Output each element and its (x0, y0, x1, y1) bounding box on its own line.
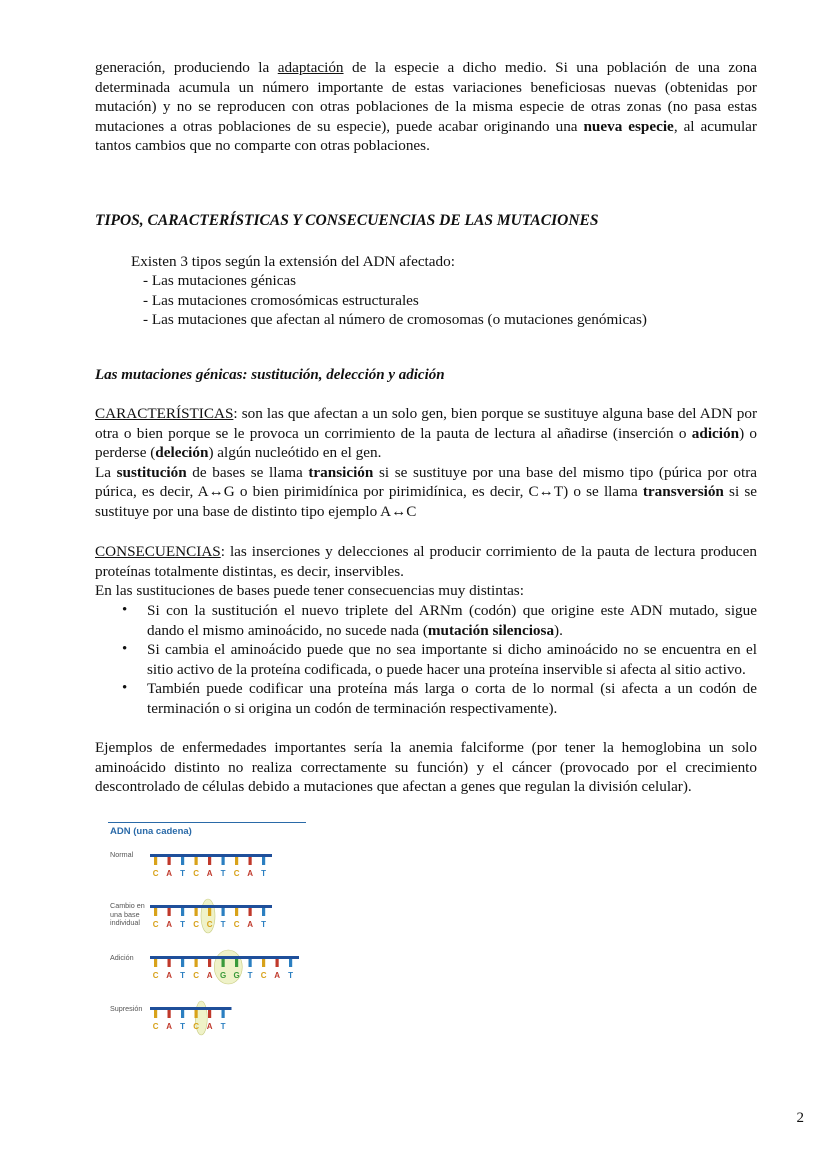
figure-title: ADN (una cadena) (110, 826, 192, 837)
base-tick (168, 959, 171, 967)
base-tick (154, 908, 157, 916)
text: : son las que afectan a un solo gen, bien porque se sustituye alguna base del ADN por otra o bien porque se le provoca un corrimiento de la pauta de lectura al añadirse (inserción o (95, 405, 757, 442)
base-tick (208, 857, 211, 865)
base-tick (249, 857, 252, 865)
transversion-term: transversión (642, 483, 724, 501)
list-item: • También puede codificar una proteína más larga o corta de lo normal (si afecta a un codón de terminación o si origina un codón de terminación respectivamente). (122, 679, 757, 718)
base-tick (168, 908, 171, 916)
base-letter: T (180, 1022, 186, 1031)
base-letter: T (261, 920, 267, 929)
base-tick (235, 908, 238, 916)
base-tick (262, 908, 265, 916)
nueva-especie-term: nueva especie (583, 117, 674, 135)
ejemplos-paragraph: Ejemplos de enfermedades importantes sería la anemia falciforme (por tener la hemoglobina un solo aminoácido distinto no realiza correctamente su función) y el cáncer (provocado por el crecimiento descontrolado de células debido a mutaciones que afectan a genes que regulan la división celular). (95, 739, 757, 796)
base-tick (181, 857, 184, 865)
base-letter: A (206, 971, 213, 980)
base-letter: C (260, 971, 267, 980)
base-letter: T (180, 920, 186, 929)
type-item: - Las mutaciones cromosómicas estructurales (143, 291, 419, 309)
consecuencias-paragraph (95, 542, 757, 601)
base-tick (195, 1010, 198, 1018)
base-tick (289, 959, 292, 967)
adicion-term: adición (691, 424, 740, 442)
base-letter: C (193, 869, 199, 878)
base-letter: C (152, 920, 159, 929)
base-letter: C (206, 920, 213, 929)
base-letter: A (166, 1022, 172, 1031)
dna-backbone (150, 905, 272, 908)
base-tick (168, 857, 171, 865)
text: ). (554, 621, 563, 639)
base-tick (195, 959, 198, 967)
base-letter: A (247, 869, 253, 878)
base-letter: A (206, 1022, 213, 1031)
base-letter: A (166, 869, 172, 878)
base-letter: A (274, 971, 280, 980)
types-list (131, 252, 647, 330)
base-letter: C (152, 971, 159, 980)
delecion-term: deleción (155, 444, 209, 462)
base-letter: T (180, 971, 186, 980)
row-label-adicion: Adición (110, 953, 134, 962)
base-tick (222, 1010, 225, 1018)
caracteristicas-paragraph (95, 404, 757, 522)
type-item: - Las mutaciones génicas (143, 272, 297, 290)
sustitucion-term: sustitución (116, 463, 187, 481)
text: de bases se llama (186, 463, 309, 481)
base-letter: C (193, 971, 199, 980)
type-item: - Las mutaciones que afectan al número de cromosomas (o mutaciones genómicas) (143, 311, 647, 329)
section-title: TIPOS, CARACTERÍSTICAS Y CONSECUENCIAS DE LAS MUTACIONES (95, 212, 599, 229)
intro-text-2: de la especie a dicho medio. Si una población de una zona determinada acumula un número importante de estas variaciones beneficiosas nuevas (obtenidas por mutación) y no se reproducen con otras poblaciones de la misma especie de otras zonas (no pasa estas mutaciones a otras poblaciones de su especie), puede acabar originando una (95, 59, 757, 135)
mutacion-silenciosa-term: mutación silenciosa (427, 621, 555, 639)
base-tick (222, 959, 225, 967)
base-tick (249, 908, 252, 916)
base-letter: C (152, 869, 159, 878)
dna-mutation-figure (108, 820, 318, 1040)
base-tick (195, 857, 198, 865)
base-letter: T (220, 920, 226, 929)
row-label-normal: Normal (110, 850, 134, 859)
text: si se sustituye por una base del mismo tipo (púrica por otra púrica, es decir, A↔G o bien pirimidínica por pirimidínica, es decir, C↔T) o se llama (95, 463, 757, 501)
types-lead: Existen 3 tipos según la extensión del ADN afectado: (131, 253, 455, 270)
base-letter: G (219, 971, 227, 980)
base-tick (181, 908, 184, 916)
base-tick (235, 959, 238, 967)
base-letter: T (261, 869, 267, 878)
base-tick (208, 959, 211, 967)
base-tick (154, 959, 157, 967)
base-letter: C (152, 1022, 159, 1031)
base-letter: T (220, 869, 226, 878)
base-letter: A (166, 920, 172, 929)
base-letter: A (166, 971, 172, 980)
dna-backbone (150, 1007, 232, 1010)
text: Si con la sustitución el nuevo triplete del ARNm (codón) que origine este ADN mutado, sigue dando el mismo aminoácido, no sucede nada ( (147, 602, 757, 639)
adaptacion-term: adaptación (277, 59, 344, 76)
base-tick (181, 959, 184, 967)
base-tick (235, 857, 238, 865)
base-tick (154, 857, 157, 865)
base-tick (262, 857, 265, 865)
text: ) algún nucleótido en el gen. (208, 444, 382, 462)
base-tick (262, 959, 265, 967)
row-label-supresion: Supresión (110, 1004, 143, 1013)
dna-backbone (150, 956, 299, 959)
transicion-term: transición (308, 463, 374, 481)
base-letter: T (180, 869, 186, 878)
base-letter: G (233, 971, 240, 980)
text: ) o perderse ( (95, 424, 757, 462)
intro-text: generación, produciendo la (95, 59, 278, 76)
base-tick (195, 908, 198, 916)
text: si se sustituye por una base de distinto tipo ejemplo A↔C (95, 483, 757, 520)
list-item: • Si cambia el aminoácido puede que no sea importante si dicho aminoácido no se encuentra en el sitio activo de la proteína codificada, o puede hacer una proteína inservible si afecta al sitio activo. (122, 640, 757, 679)
base-tick (208, 908, 211, 916)
text: : las inserciones y delecciones al producir corrimiento de la pauta de lectura producen proteínas totalmente distintas, es decir, inservibles. (95, 543, 757, 580)
page-number: 2 (796, 1110, 804, 1126)
caracteristicas-label: CARACTERÍSTICAS (95, 405, 234, 422)
base-tick (181, 1010, 184, 1018)
list-item (122, 601, 757, 640)
consequences-list (122, 601, 757, 719)
base-tick (168, 1010, 171, 1018)
intro-paragraph (95, 58, 757, 156)
base-letter: C (233, 920, 240, 929)
base-tick (222, 857, 225, 865)
base-tick (249, 959, 252, 967)
dna-backbone (150, 854, 272, 857)
base-letter: A (247, 920, 253, 929)
base-letter: C (233, 869, 240, 878)
dna-strands-drawing (108, 820, 318, 1040)
text: En las sustituciones de bases puede tener consecuencias muy distintas: (95, 582, 524, 600)
base-letter: C (193, 1022, 199, 1031)
base-tick (208, 1010, 211, 1018)
base-letter: T (288, 971, 294, 980)
base-tick (154, 1010, 157, 1018)
base-letter: C (193, 920, 199, 929)
row-label-cambio: Cambio en una base individual (110, 901, 145, 927)
base-letter: T (247, 971, 253, 980)
text: La (95, 463, 117, 481)
base-letter: T (220, 1022, 226, 1031)
base-tick (222, 908, 225, 916)
consecuencias-label: CONSECUENCIAS (95, 543, 221, 560)
intro-text-end: , al acumular tantos cambios que no comparte con otras poblaciones. (95, 117, 757, 155)
base-tick (276, 959, 279, 967)
base-letter: A (206, 869, 213, 878)
subsection-title: Las mutaciones génicas: sustitución, delección y adición (95, 367, 445, 383)
